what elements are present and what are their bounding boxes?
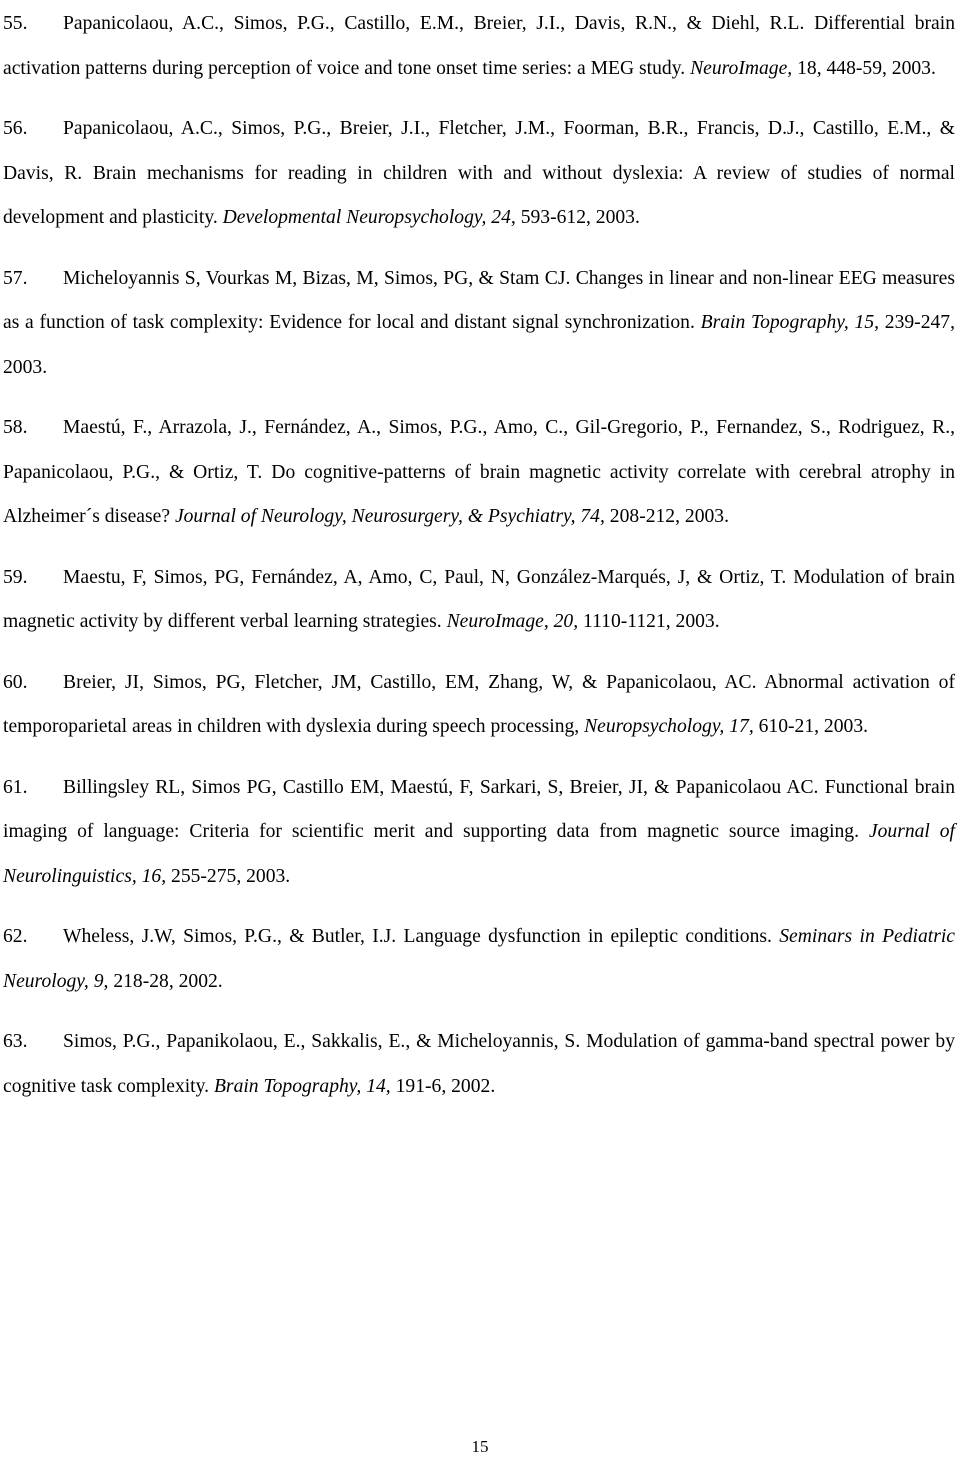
reference-journal: Journal of Neurolinguistics, 16, [3, 821, 955, 887]
reference-number: 58. [3, 417, 28, 438]
reference-number: 57. [3, 267, 28, 289]
reference-number: 56. [3, 118, 28, 139]
reference-title: Differential brain activation patterns during perception of voice and tone onset time series: a MEG study. [3, 13, 955, 79]
reference-list [3, 2, 955, 1125]
reference-item [3, 2, 955, 91]
reference-item [3, 915, 955, 1004]
reference-details: 255-275, 2003. [171, 865, 291, 887]
reference-journal: Brain Topography, 14, [213, 1075, 391, 1097]
reference-details: 191-6, 2002. [395, 1075, 496, 1097]
reference-details: 239-247, 2003. [3, 312, 955, 378]
reference-item [3, 257, 955, 391]
reference-number: 63. [3, 1031, 28, 1052]
reference-number: 61. [3, 776, 28, 798]
reference-journal: Neuropsychology, 17, [584, 716, 754, 737]
reference-journal: Brain Topography, 15, [700, 312, 880, 333]
reference-authors: Wheless, J.W, Simos, P.G., & Butler, I.J. [63, 926, 397, 947]
reference-number: 62. [3, 926, 28, 947]
reference-title: Language dysfunction in epileptic conditions. [403, 926, 772, 947]
reference-authors: Simos, P.G., Papanikolaou, E., Sakkalis, E., & Micheloyannis, S. [63, 1031, 581, 1052]
reference-item [3, 1020, 955, 1109]
reference-authors: Papanicolaou, A.C., Simos, P.G., Castillo, E.M., Breier, J.I., Davis, R.N., & Diehl, R.L. [63, 13, 805, 34]
reference-title: Functional brain imaging of language: Criteria for scientific merit and supporting data from magnetic source imaging. [3, 776, 955, 842]
reference-title: Do cognitive-patterns of brain magnetic activity correlate with cerebral atrophy in Alzheimer´s disease? [3, 461, 955, 527]
reference-title: Modulation of gamma-band spectral power by cognitive task complexity. [3, 1031, 955, 1097]
reference-number: 59. [3, 566, 28, 588]
reference-title: Modulation of brain magnetic activity by different verbal learning strategies. [3, 566, 956, 632]
reference-details: 1110-1121, 2003. [583, 611, 720, 632]
reference-details: 218-28, 2002. [113, 970, 223, 992]
reference-item [3, 661, 955, 750]
reference-authors: Micheloyannis S, Vourkas M, Bizas, M, Simos, PG, & Stam CJ. [63, 267, 571, 289]
reference-item [3, 766, 955, 900]
reference-authors: Billingsley RL, Simos PG, Castillo EM, Maestú, F, Sarkari, S, Breier, JI, & Papanicolaou AC. [63, 776, 819, 798]
reference-journal: Developmental Neuropsychology, 24, [222, 207, 516, 228]
reference-details: 18, 448-59, 2003. [797, 57, 936, 79]
reference-details: 208-212, 2003. [609, 506, 729, 527]
reference-journal: NeuroImage, [690, 57, 793, 79]
reference-authors: Maestú, F., Arrazola, J., Fernández, A., Simos, P.G., Amo, C., Gil-Gregorio, P., Fernandez, S., Rodriguez, R., Papanicolaou, P.G., & Ortiz, T. [3, 417, 955, 483]
reference-authors: Maestu, F, Simos, PG, Fernández, A, Amo, C, Paul, N, González-Marqués, J, & Ortiz, T. [63, 566, 787, 588]
reference-details: 593-612, 2003. [520, 207, 640, 228]
reference-journal: NeuroImage, 20, [446, 611, 579, 632]
reference-item [3, 107, 955, 241]
reference-journal: Journal of Neurology, Neurosurgery, & Psychiatry, 74, [174, 506, 605, 527]
reference-title: Brain mechanisms for reading in children with and without dyslexia: A review of studies of normal development and plasticity. [3, 162, 956, 228]
reference-item [3, 556, 955, 645]
reference-item [3, 406, 955, 540]
reference-details: 610-21, 2003. [758, 716, 869, 737]
reference-title: Abnormal activation of temporoparietal areas in children with dyslexia during speech processing, [3, 671, 956, 737]
page-number: 15 [471, 1437, 489, 1456]
reference-authors: Breier, JI, Simos, PG, Fletcher, JM, Castillo, EM, Zhang, W, & Papanicolaou, AC. [63, 671, 757, 693]
reference-number: 55. [3, 13, 28, 34]
reference-title: Changes in linear and non-linear EEG measures as a function of task complexity: Evidence for local and distant signal synchronization. [3, 267, 955, 333]
reference-number: 60. [3, 671, 28, 693]
reference-journal: Seminars in Pediatric Neurology, 9, [3, 926, 955, 992]
reference-authors: Papanicolaou, A.C., Simos, P.G., Breier, J.I., Fletcher, J.M., Foorman, B.R., Francis, D.J., Castillo, E.M., & Davis, R. [3, 118, 955, 184]
